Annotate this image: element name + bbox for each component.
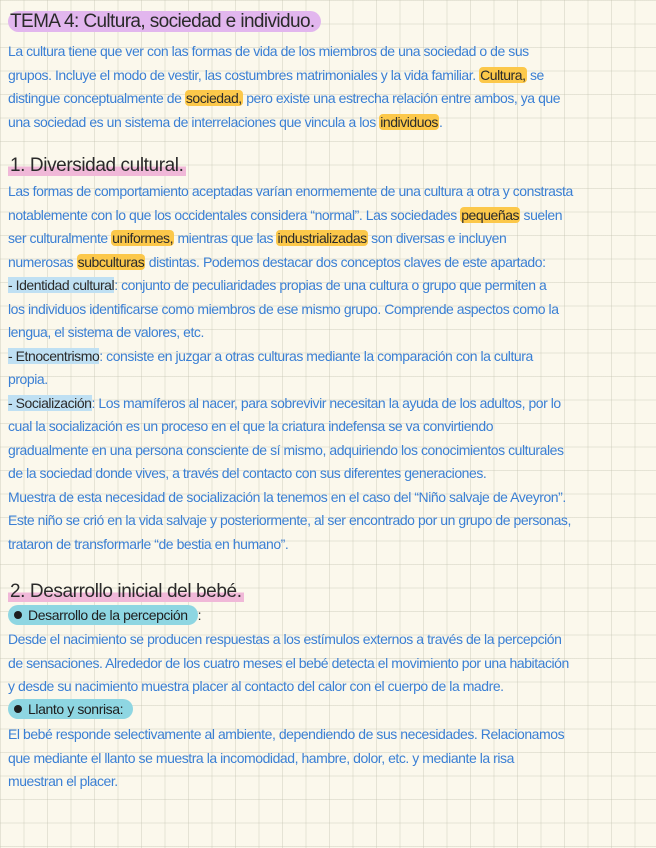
paragraph-line: El bebé responde selectivamente al ambiente, dependiendo de sus necesidades. Relacionamos xyxy=(8,726,565,742)
bullet-label: Desarrollo de la percepción xyxy=(8,605,198,625)
paragraph-line: ser culturalmente uniformes, mientras que las industrializadas son diversas e incluyen xyxy=(8,230,507,246)
paragraph-line: que mediante el llanto se muestra la incomodidad, hambre, dolor, etc. y mediante la risa xyxy=(8,749,514,766)
bullet-2-paragraph xyxy=(8,723,648,794)
highlight-cultura: Cultura, xyxy=(480,66,526,83)
intro-line: una sociedad es un sistema de interrelaciones que vincula a los individuos. xyxy=(8,113,443,130)
bullet-label: Llanto y sonrisa: xyxy=(8,699,133,719)
paragraph-line: y desde su nacimiento muestra placer al contacto del calor con el cuerpo de la madre. xyxy=(8,678,504,694)
title-text: TEMA 4: Cultura, sociedad e individuo. xyxy=(8,11,321,32)
highlight-uniformes: uniformes, xyxy=(112,230,174,246)
paragraph-line: cual la socialización es un proceso en el que la criatura indefensa se va convirtiendo xyxy=(8,418,494,434)
page-title xyxy=(8,8,648,36)
intro-line: distingue conceptualmente de sociedad, pero existe una estrecha relación entre ambos, ya que xyxy=(8,90,561,106)
intro-line: grupos. Incluye el modo de vestir, las costumbres matrimoniales y la vida familiar. Cultura, se xyxy=(8,66,544,83)
highlight-individuos: individuos xyxy=(380,113,438,130)
highlight-industrializadas: industrializadas xyxy=(277,230,367,246)
highlight-subculturas: subculturas xyxy=(77,253,145,270)
socializacion-item: - Socialización: Los mamíferos al nacer, para sobrevivir necesitan la ayuda de los adultos, por lo xyxy=(8,394,561,411)
paragraph-line: Las formas de comportamiento aceptadas varían enormemente de una cultura a otra y constrasta xyxy=(8,183,573,199)
intro-paragraph xyxy=(8,40,648,134)
term-socializacion: - Socialización xyxy=(8,394,92,411)
paragraph-line: de sensaciones. Alrededor de los cuatro meses el bebé detecta el movimiento por una habitación xyxy=(8,654,569,671)
etnocentrismo-item: - Etnocentrismo: consiste en juzgar a otras culturas mediante la comparación con la cultura xyxy=(8,347,533,364)
bullet-dot-icon xyxy=(14,611,22,619)
term-identidad-cultural: - Identidad cultural xyxy=(8,277,115,293)
paragraph-line: muestran el placer. xyxy=(8,773,118,789)
paragraph-line: numerosas subculturas distintas. Podemos destacar dos conceptos claves de este apartado: xyxy=(8,253,546,270)
section-1-heading: 1. Diversidad cultural. xyxy=(10,155,184,176)
paragraph-line: notablemente con lo que los occidentales considera “normal”. Las sociedades pequeñas suelen xyxy=(8,206,563,223)
bullet-1-paragraph xyxy=(8,628,648,699)
highlight-pequenas: pequeñas xyxy=(461,206,520,223)
paragraph-line: propia. xyxy=(8,371,48,387)
paragraph-line: trataron de transformarle “de bestia en humano”. xyxy=(8,535,289,552)
paragraph-line: lengua, el sistema de valores, etc. xyxy=(8,324,204,340)
paragraph-line: Muestra de esta necesidad de socialización la tenemos en el caso del “Niño salvaje de Aveyron”. xyxy=(8,488,566,505)
highlight-sociedad: sociedad, xyxy=(185,90,242,106)
bullet-llanto-sonrisa xyxy=(8,699,648,719)
paragraph-line: Este niño se crió en la vida salvaje y posteriormente, al ser encontrado por un grupo de personas, xyxy=(8,512,571,528)
bullet-dot-icon xyxy=(14,705,22,713)
paragraph-line: los individuos identificarse como miembros de ese mismo grupo. Comprende aspectos como la xyxy=(8,300,559,317)
paragraph-line: de la sociedad donde vives, a través del contacto con sus diferentes generaciones. xyxy=(8,465,487,481)
section-2-heading: 2. Desarrollo inicial del bebé. xyxy=(10,581,242,602)
identidad-cultural-item: - Identidad cultural: conjunto de peculiaridades propias de una cultura o grupo que permiten a xyxy=(8,277,547,293)
bullet-desarrollo-percepcion: Desarrollo de la percepción : xyxy=(8,605,648,625)
section-1-paragraph xyxy=(8,180,648,556)
term-etnocentrismo: - Etnocentrismo xyxy=(8,347,100,364)
intro-line: La cultura tiene que ver con las formas de vida de los miembros de una sociedad o de sus xyxy=(8,43,529,59)
paragraph-line: gradualmente en una persona consciente de sí mismo, adquiriendo los conocimientos culturales xyxy=(8,441,564,458)
paragraph-line: Desde el nacimiento se producen respuestas a los estímulos externos a través de la percepción xyxy=(8,631,562,647)
